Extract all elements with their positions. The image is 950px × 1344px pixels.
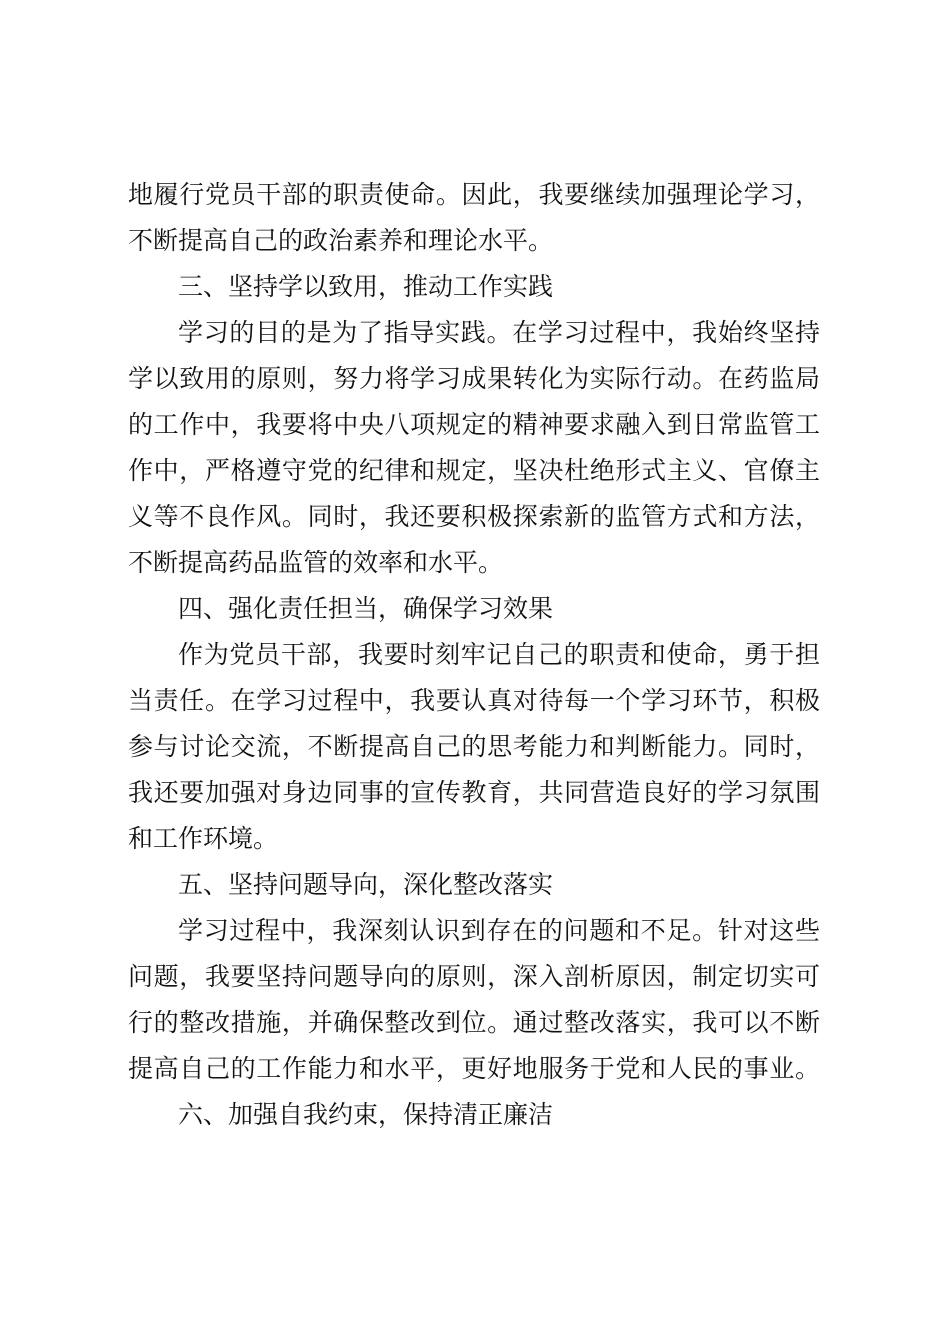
body-line: 行的整改措施，并确保整改到位。通过整改落实，我可以不断	[128, 1008, 820, 1037]
document-body	[128, 172, 820, 1138]
body-line: 学以致用的原则，努力将学习成果转化为实际行动。在药监局	[128, 364, 820, 393]
body-line: 问题，我要坚持问题导向的原则，深入剖析原因，制定切实可	[128, 962, 820, 991]
body-line: 学习过程中，我深刻认识到存在的问题和不足。针对这些	[178, 916, 820, 945]
body-line: 我还要加强对身边同事的宣传教育，共同营造良好的学习氛围	[128, 778, 820, 807]
body-line: 的工作中，我要将中央八项规定的精神要求融入到日常监管工	[128, 410, 820, 439]
body-line: 作为党员干部，我要时刻牢记自己的职责和使命，勇于担	[178, 640, 820, 669]
section-heading: 三、坚持学以致用，推动工作实践	[178, 272, 554, 301]
body-line: 作中，严格遵守党的纪律和规定，坚决杜绝形式主义、官僚主	[128, 456, 820, 485]
body-line: 提高自己的工作能力和水平，更好地服务于党和人民的事业。	[128, 1054, 820, 1083]
body-line: 义等不良作风。同时，我还要积极探索新的监管方式和方法，	[128, 502, 820, 531]
section-heading: 四、强化责任担当，确保学习效果	[178, 594, 554, 623]
section-heading: 五、坚持问题导向，深化整改落实	[178, 870, 554, 899]
body-line: 地履行党员干部的职责使命。因此，我要继续加强理论学习，	[128, 180, 820, 209]
body-line: 参与讨论交流，不断提高自己的思考能力和判断能力。同时，	[128, 732, 820, 761]
body-line: 不断提高自己的政治素养和理论水平。	[128, 226, 554, 255]
section-heading: 六、加强自我约束，保持清正廉洁	[178, 1100, 554, 1129]
body-line: 学习的目的是为了指导实践。在学习过程中，我始终坚持	[178, 318, 820, 347]
body-line: 不断提高药品监管的效率和水平。	[128, 548, 504, 577]
body-line: 和工作环境。	[128, 824, 279, 853]
body-line: 当责任。在学习过程中，我要认真对待每一个学习环节，积极	[128, 686, 820, 715]
